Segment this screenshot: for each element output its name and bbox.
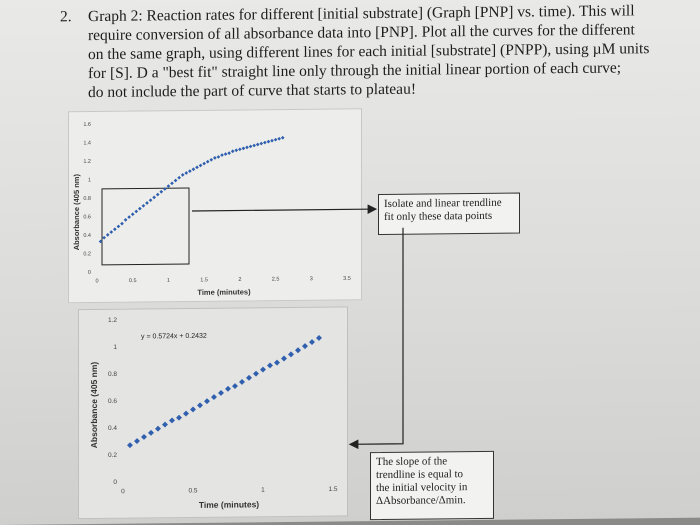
chart2-x-tick-label: 1.5 [328,485,338,494]
chart2-y-tick-label: 0.4 [107,424,117,433]
arrow-to-trendline [350,228,403,445]
chart1-x-axis-label: Time (minutes) [197,287,251,297]
chart1-x-tick-label: 1 [166,277,170,284]
chart2-x-tick-label: 1 [261,486,265,494]
question-line-5: do not include the part of curve that starts to plateau! [88,80,416,102]
question-line-1: Graph 2: Reaction rates for different [initial substrate] (Graph [PNP] vs. time). This will [88,2,635,26]
chart2-y-tick-label: 0.8 [107,370,117,379]
chart1-y-tick-label: 0 [87,269,91,276]
question-line-2: require conversion of all absorbance data into [PNP]. Plot all the curves for the different [88,21,635,45]
chart1-y-tick-label: 1 [87,177,91,184]
question-line-4: for [S]. D a "best fit" straight line only through the initial linear portion of each curve; [88,59,622,83]
chart2-y-tick-label: 0 [113,478,117,486]
chart1-x-tick-label: 3.5 [343,275,351,282]
chart1-y-tick-label: 0.4 [83,232,91,239]
trendline-equation: y = 0.5724x + 0.2432 [141,332,207,341]
chart1-x-tick-label: 2.5 [271,276,280,283]
chart2-y-tick-label: 0.6 [107,397,117,406]
chart1-x-tick-label: 2 [238,276,242,284]
chart2-y-axis-label: Absorbance (405 nm) [89,361,99,449]
chart2-y-tick-label: 1.2 [107,316,117,325]
chart2-y-tick-label: 1 [113,343,117,351]
isolate-note-line-1: Isolate and linear trendline [384,196,502,210]
arrow-to-isolate-note [192,209,376,211]
chart2-x-tick-label: 0 [121,488,125,496]
chart1-y-tick-label: 0.8 [83,195,91,202]
slope-note-line-1: The slope of the [376,455,448,469]
chart2-x-tick-label: 0.5 [188,487,198,495]
chart1-x-tick-label: 3 [309,276,313,283]
chart1-y-tick-label: 1.4 [83,140,91,147]
chart1-y-axis-label: Absorbance (405 nm) [72,174,81,251]
question-number: 2. [60,8,72,26]
chart1-x-tick-label: 1.5 [200,277,208,284]
chart1-x-tick-label: 0.5 [128,278,137,285]
slope-note-line-2: trendline is equal to [376,468,464,482]
chart1-x-tick-label: 0 [95,278,99,285]
chart2-y-tick-label: 0.2 [107,451,117,460]
chart1-y-tick-label: 0.2 [83,251,91,258]
chart1-y-tick-label: 1.6 [83,121,91,128]
question-line-3: on the same graph, using different lines for each initial [substrate] (PNPP), using µM units [88,40,650,64]
slope-note-line-3: the initial velocity in [376,481,468,495]
isolate-note-line-2: fit only these data points [384,209,493,223]
chart1-y-tick-label: 0.6 [83,214,91,221]
slope-note-line-4: ΔAbsorbance/Δmin. [376,494,466,508]
chart1-y-tick-label: 1.2 [83,158,91,165]
chart2-x-axis-label: Time (minutes) [198,499,260,510]
